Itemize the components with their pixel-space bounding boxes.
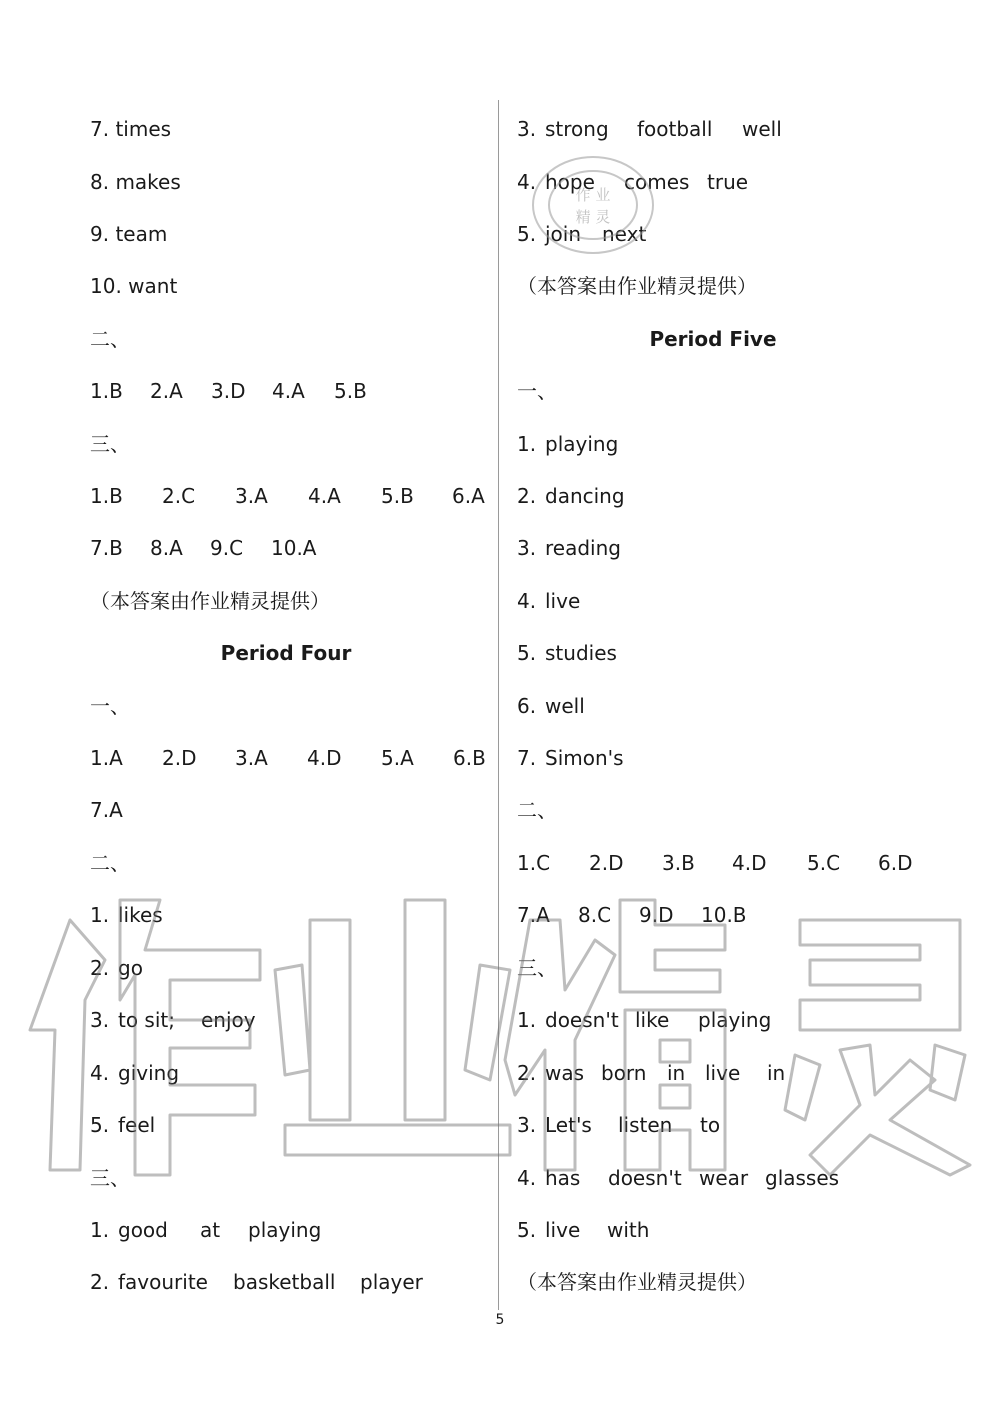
item-word: next: [602, 222, 647, 246]
item-word: in: [767, 1061, 786, 1085]
item-word: player: [360, 1270, 423, 1294]
answer-item: 5.A: [381, 746, 414, 770]
answer-line: [90, 1061, 180, 1085]
answer-item: 8.C: [578, 903, 612, 927]
item-word: live: [545, 1218, 581, 1242]
source-note: （本答案由作业精灵提供）: [517, 274, 757, 298]
answer-item: 7.A: [90, 798, 123, 822]
item-word: to sit;: [118, 1008, 175, 1032]
section-label: 三、: [90, 1166, 130, 1190]
item-word: to: [700, 1113, 721, 1137]
answer-item: 4.D: [732, 851, 767, 875]
item-number: 5.: [90, 1113, 110, 1137]
section-label: 一、: [517, 379, 557, 403]
answer-item: 9.C: [210, 536, 244, 560]
item-number: 4.: [517, 1166, 537, 1190]
period-five-title: Period Five: [649, 327, 777, 351]
item-number: 6.: [517, 694, 537, 718]
item-word: doesn't: [608, 1166, 682, 1190]
answer-line: [90, 956, 143, 980]
answer-line: [90, 1218, 322, 1242]
answer-line: [517, 746, 624, 770]
item-number: 2.: [90, 956, 110, 980]
answer-line: [517, 484, 625, 508]
answer-item: 1.B: [90, 484, 123, 508]
item-word: strong: [545, 117, 609, 141]
section-label: 二、: [90, 851, 130, 875]
item-word: good: [118, 1218, 168, 1242]
column-divider: [498, 100, 499, 1310]
answer-row: [90, 798, 123, 822]
answer-line: 10. want: [90, 274, 178, 298]
answer-item: 1.B: [90, 379, 123, 403]
answer-item: 2.C: [162, 484, 196, 508]
answer-item: 4.A: [308, 484, 341, 508]
item-word: football: [637, 117, 713, 141]
answer-item: 6.B: [453, 746, 486, 770]
item-word: Let's: [545, 1113, 592, 1137]
item-number: 1.: [517, 432, 537, 456]
source-note: （本答案由作业精灵提供）: [90, 589, 330, 613]
item-number: 3.: [517, 536, 537, 560]
answer-line: 7. times: [90, 117, 172, 141]
answer-item: 7.B: [90, 536, 123, 560]
answer-item: 1.A: [90, 746, 123, 770]
item-word: likes: [118, 903, 163, 927]
item-word: doesn't: [545, 1008, 619, 1032]
item-word: in: [667, 1061, 686, 1085]
answer-item: 6.A: [452, 484, 485, 508]
item-word: like: [635, 1008, 670, 1032]
answer-item: 3.A: [235, 484, 268, 508]
item-word: playing: [698, 1008, 772, 1032]
period-four-title: Period Four: [220, 641, 352, 665]
answer-line: [517, 589, 581, 613]
answer-item: 4.A: [272, 379, 305, 403]
item-number: 5.: [517, 222, 537, 246]
item-number: 5.: [517, 641, 537, 665]
item-word: dancing: [545, 484, 625, 508]
item-word: well: [545, 694, 585, 718]
answer-line: [517, 1218, 650, 1242]
answer-line: [517, 222, 647, 246]
answer-line: [517, 1008, 772, 1032]
item-number: 1.: [517, 1008, 537, 1032]
item-number: 5.: [517, 1218, 537, 1242]
answer-item: 7.A: [517, 903, 550, 927]
source-note: （本答案由作业精灵提供）: [517, 1270, 757, 1294]
item-number: 3.: [90, 1008, 110, 1032]
svg-text:作 业: 作 业: [575, 186, 611, 204]
item-word: go: [118, 956, 143, 980]
item-number: 1.: [90, 1218, 110, 1242]
answer-line: [517, 1061, 786, 1085]
item-word: enjoy: [201, 1008, 256, 1032]
answer-item: 10.A: [271, 536, 317, 560]
item-word: playing: [248, 1218, 322, 1242]
answer-line: [517, 1166, 840, 1190]
item-number: 3.: [517, 1113, 537, 1137]
item-number: 4.: [90, 1061, 110, 1085]
answer-item: 2.A: [150, 379, 183, 403]
answer-item: 8.A: [150, 536, 183, 560]
answer-line: [517, 694, 585, 718]
answer-line: [517, 641, 617, 665]
item-word: feel: [118, 1113, 156, 1137]
item-word: favourite: [118, 1270, 208, 1294]
answer-item: 9.D: [639, 903, 674, 927]
item-word: well: [742, 117, 782, 141]
answer-line: [90, 1113, 156, 1137]
answer-line: 9. team: [90, 222, 168, 246]
item-word: was: [545, 1061, 585, 1085]
page-number: 5: [495, 1312, 505, 1328]
answer-line: [517, 117, 782, 141]
item-word: playing: [545, 432, 619, 456]
answer-item: 4.D: [307, 746, 342, 770]
answer-line: [90, 903, 163, 927]
answer-item: 5.B: [334, 379, 367, 403]
item-word: studies: [545, 641, 617, 665]
item-word: true: [707, 170, 749, 194]
item-word: has: [545, 1166, 581, 1190]
section-label: 二、: [90, 327, 130, 351]
answer-item: 3.D: [211, 379, 246, 403]
section-label: 三、: [90, 432, 130, 456]
answer-line: [517, 170, 749, 194]
item-number: 2.: [90, 1270, 110, 1294]
item-word: born: [601, 1061, 647, 1085]
answer-item: 5.C: [807, 851, 841, 875]
item-word: hope: [545, 170, 595, 194]
item-word: glasses: [765, 1166, 840, 1190]
item-word: reading: [545, 536, 621, 560]
section-label: 三、: [517, 956, 557, 980]
item-number: 7.: [517, 746, 537, 770]
answer-item: 2.D: [162, 746, 197, 770]
answer-line: 8. makes: [90, 170, 181, 194]
answer-item: 3.A: [235, 746, 268, 770]
item-word: giving: [118, 1061, 180, 1085]
answer-line: [517, 432, 619, 456]
item-word: comes: [624, 170, 690, 194]
item-word: live: [545, 589, 581, 613]
item-word: at: [200, 1218, 221, 1242]
item-word: join: [545, 222, 582, 246]
item-word: with: [607, 1218, 650, 1242]
section-label: 一、: [90, 694, 130, 718]
answer-item: 6.D: [878, 851, 913, 875]
answer-line: [517, 1113, 721, 1137]
item-number: 1.: [90, 903, 110, 927]
item-number: 4.: [517, 589, 537, 613]
answer-item: 10.B: [701, 903, 747, 927]
item-word: wear: [699, 1166, 749, 1190]
item-word: live: [705, 1061, 741, 1085]
item-word: Simon's: [545, 746, 624, 770]
answer-item: 5.B: [381, 484, 414, 508]
svg-text:精 灵: 精 灵: [575, 208, 611, 226]
answer-item: 3.B: [662, 851, 695, 875]
answer-item: 2.D: [589, 851, 624, 875]
item-number: 4.: [517, 170, 537, 194]
item-number: 2.: [517, 484, 537, 508]
item-word: basketball: [233, 1270, 336, 1294]
answer-line: [90, 1270, 423, 1294]
item-number: 3.: [517, 117, 537, 141]
item-word: listen: [618, 1113, 673, 1137]
answer-line: [517, 536, 621, 560]
section-label: 二、: [517, 798, 557, 822]
answer-line: [90, 1008, 256, 1032]
answer-item: 1.C: [517, 851, 551, 875]
item-number: 2.: [517, 1061, 537, 1085]
